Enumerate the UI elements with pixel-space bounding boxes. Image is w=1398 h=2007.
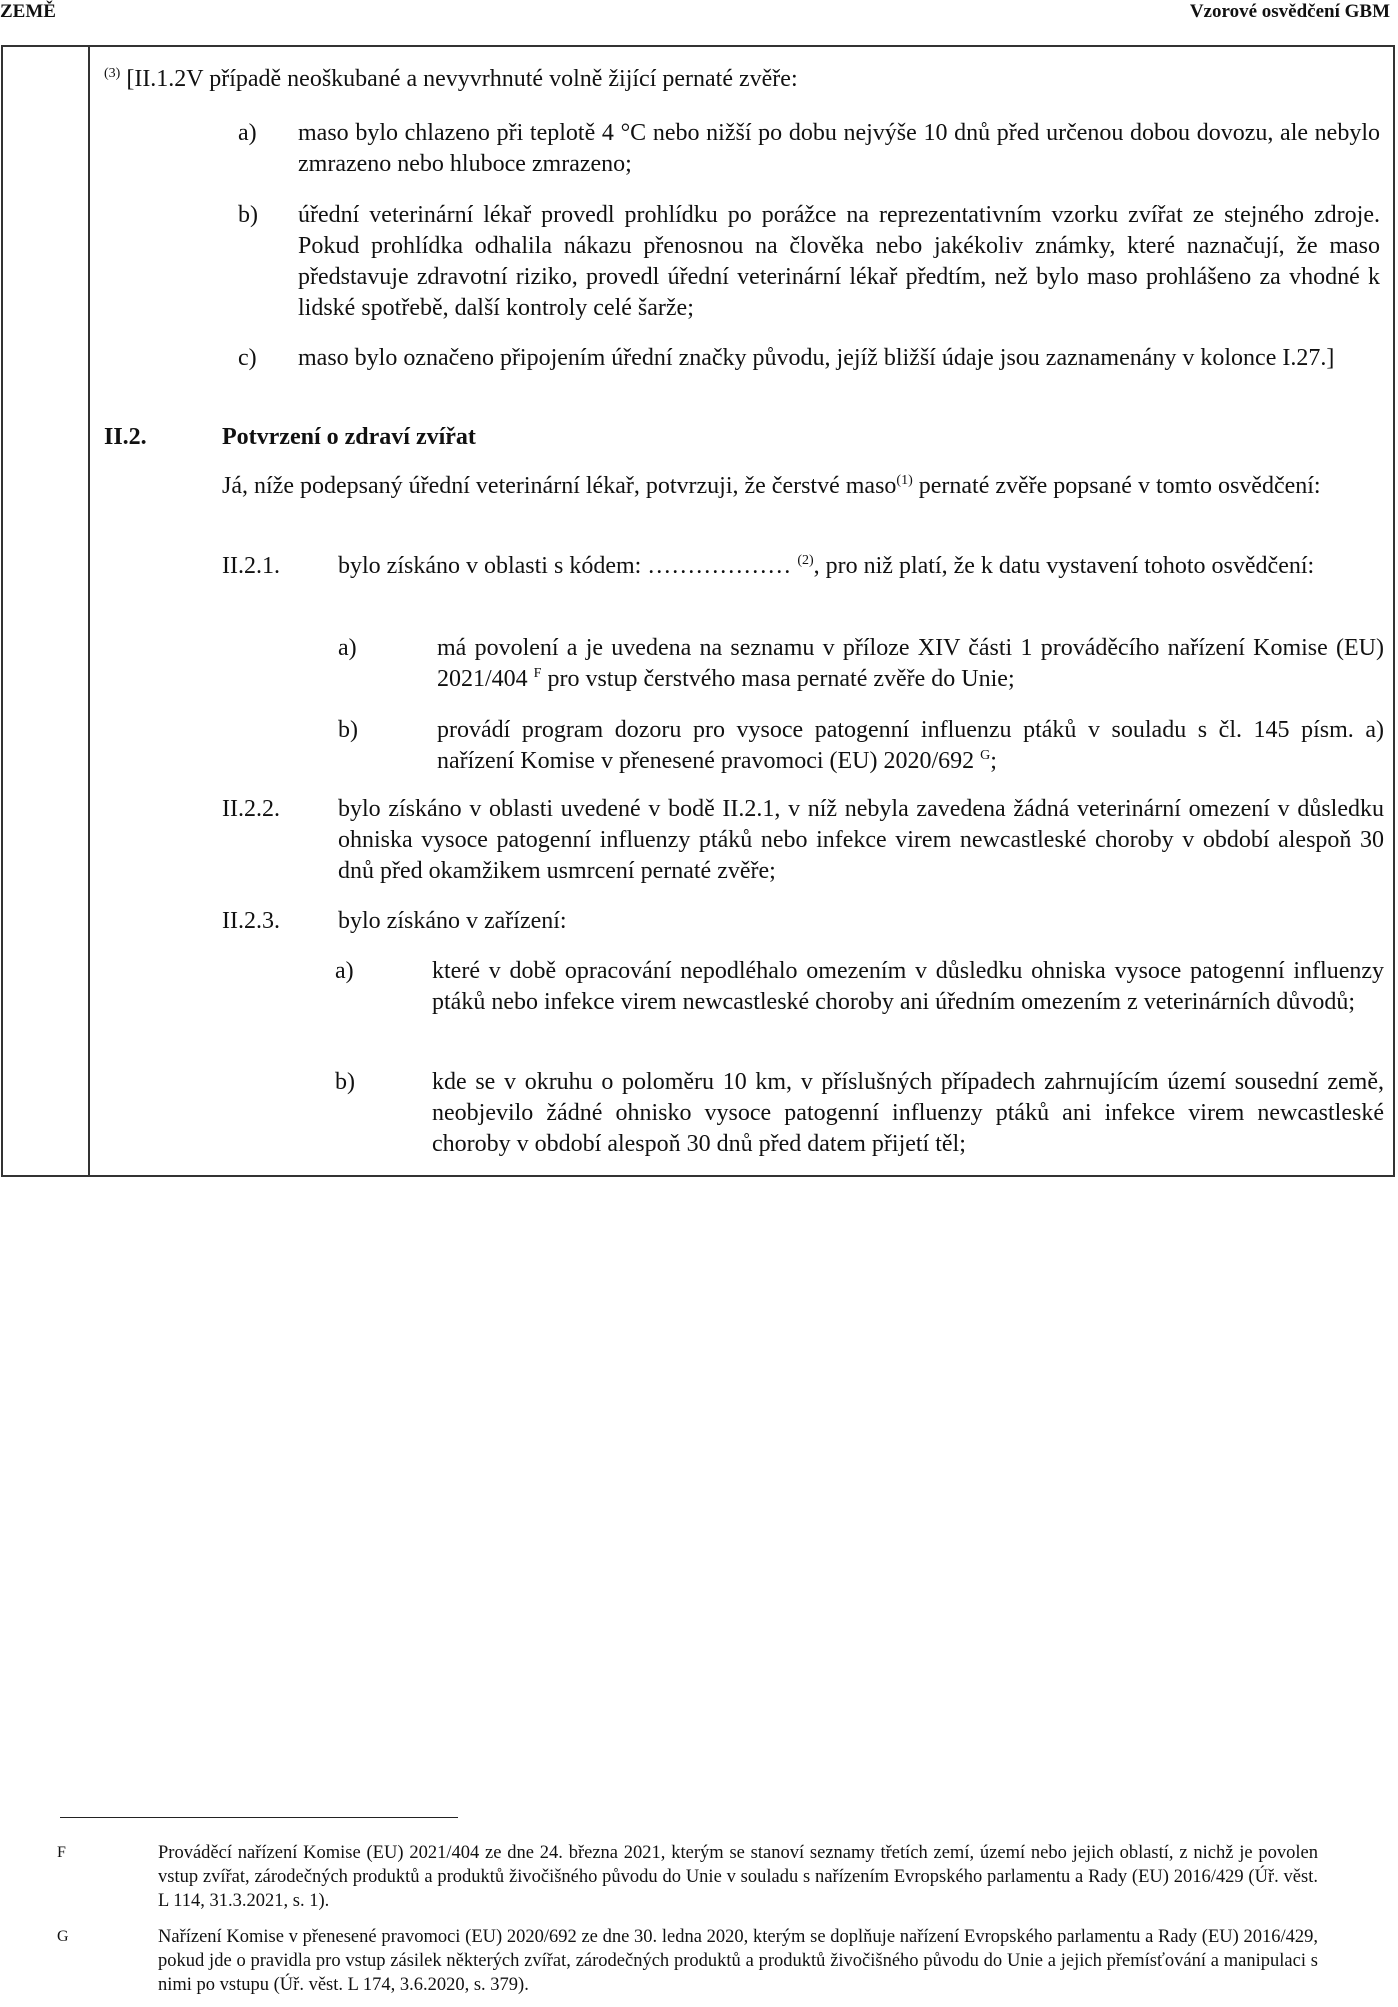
item-label: a) — [238, 120, 257, 146]
footnote-mark: F — [57, 1844, 66, 1861]
section-number: II.2. — [104, 424, 147, 450]
item-text: které v době opracování nepodléhalo omezením v důsledku ohniska vysoce patogenní influenzy ptáků nebo infekce virem newcastleské choroby ani úředním omezením z veterinárních důvodů; — [432, 958, 1384, 1015]
item-label: a) — [338, 635, 357, 661]
footnote-ref: (3) — [104, 66, 121, 81]
footnote-text: Nařízení Komise v přenesené pravomoci (EU) 2020/692 ze dne 30. ledna 2020, kterým se doplňuje nařízení Evropského parlamentu a Rady (EU) 2016/429, pokud jde o pravidla pro vstup zásilek některých zvířat, zárodečných produktů a produktů živočišného původu do Unie a jejich přemísťování a manipulaci s nimi po vstupu (Úř. věst. L 174, 3.6.2020, s. 379). — [158, 1927, 1318, 1995]
footnote-mark: G — [57, 1928, 69, 1945]
item-label: b) — [335, 1069, 355, 1095]
section-II-1-2-title: $^{(3)}$ [II.1.2V případě neoškubané a nevyvrhnuté volně žijící pernaté zvěře: — [104, 66, 798, 92]
item-text: provádí program dozoru pro vysoce patogenní influenzu ptáků v souladu s čl. 145 písm. a) nařízení Komise v přenesené pravomoci (EU) 2020/692 $^G$; — [437, 717, 1384, 774]
footnote-text: Prováděcí nařízení Komise (EU) 2021/404 ze dne 24. března 2021, kterým se stanoví seznamy třetích zemí, území nebo jejich oblastí, z nichž je povolen vstup zvířat, zárodečných produktů a produktů živočišného původu do Unie v souladu s nařízením Evropského parlamentu a Rady (EU) 2016/429 (Úř. věst. L 114, 31.3.2021, s. 1). — [158, 1843, 1318, 1911]
paragraph-number: II.2.3. — [222, 908, 280, 934]
item-label: b) — [338, 717, 358, 743]
item-text: kde se v okruhu o poloměru 10 km, v příslušných případech zahrnujícím území sousední země, neobjevilo žádné ohnisko vysoce patogenní influenzy ptáků ani infekce virem newcastleské choroby v období alespoň 30 dnů před datem přijetí těl; — [432, 1069, 1384, 1157]
item-text: maso bylo chlazeno při teplotě 4 °C nebo nižší po dobu nejvýše 10 dnů před určenou dobou dovozu, ale nebylo zmrazeno nebo hluboce zmrazeno; — [298, 120, 1380, 177]
attestation-intro: Já, níže podepsaný úřední veterinární lékař, potvrzuji, že čerstvé maso$^{(1)}$ pernaté zvěře popsané v tomto osvědčení: — [222, 473, 1321, 499]
item-text: má povolení a je uvedena na seznamu v příloze XIV části 1 prováděcího nařízení Komise (EU) 2021/404 $^F$ pro vstup čerstvého masa pernaté zvěře do Unie; — [437, 635, 1384, 692]
paragraph-number: II.2.2. — [222, 796, 280, 822]
item-label: a) — [335, 958, 354, 984]
footnote-separator — [60, 1817, 458, 1818]
section-heading: Potvrzení o zdraví zvířat — [222, 424, 476, 450]
item-label: c) — [238, 345, 257, 371]
item-text: maso bylo označeno připojením úřední značky původu, jejíž bližší údaje jsou zaznamenány v kolonce I.27.] — [298, 345, 1335, 371]
paragraph-number: II.2.1. — [222, 553, 280, 579]
item-text: úřední veterinární lékař provedl prohlídku po porážce na reprezentativním vzorku zvířat ze stejného zdroje. Pokud prohlídka odhalila nákazu přenosnou na člověka nebo jakékoliv známky, které naznačují, že maso představuje zdravotní riziko, provedl úřední veterinární lékař předtím, než bylo maso prohlášeno za vhodné k lidské spotřebě, další kontroly celé šarže; — [298, 202, 1380, 321]
header-certificate-title: Vzorové osvědčení GBM — [1189, 1, 1390, 22]
paragraph-text: bylo získáno v oblasti uvedené v bodě II.2.1, v níž nebyla zavedena žádná veterinární omezení v důsledku ohniska vysoce patogenní influenzy ptáků nebo infekce virem newcastleské choroby v období alespoň 30 dnů před okamžikem usmrcení pernaté zvěře; — [338, 796, 1384, 884]
paragraph-text: bylo získáno v zařízení: — [338, 908, 567, 934]
paragraph-text: bylo získáno v oblasti s kódem: ……………… $^{(2)}$, pro niž platí, že k datu vystavení tohoto osvědčení: — [338, 553, 1315, 579]
header-country: ZEMĚ — [0, 1, 56, 22]
item-label: b) — [238, 202, 258, 228]
column-divider — [88, 47, 90, 1175]
